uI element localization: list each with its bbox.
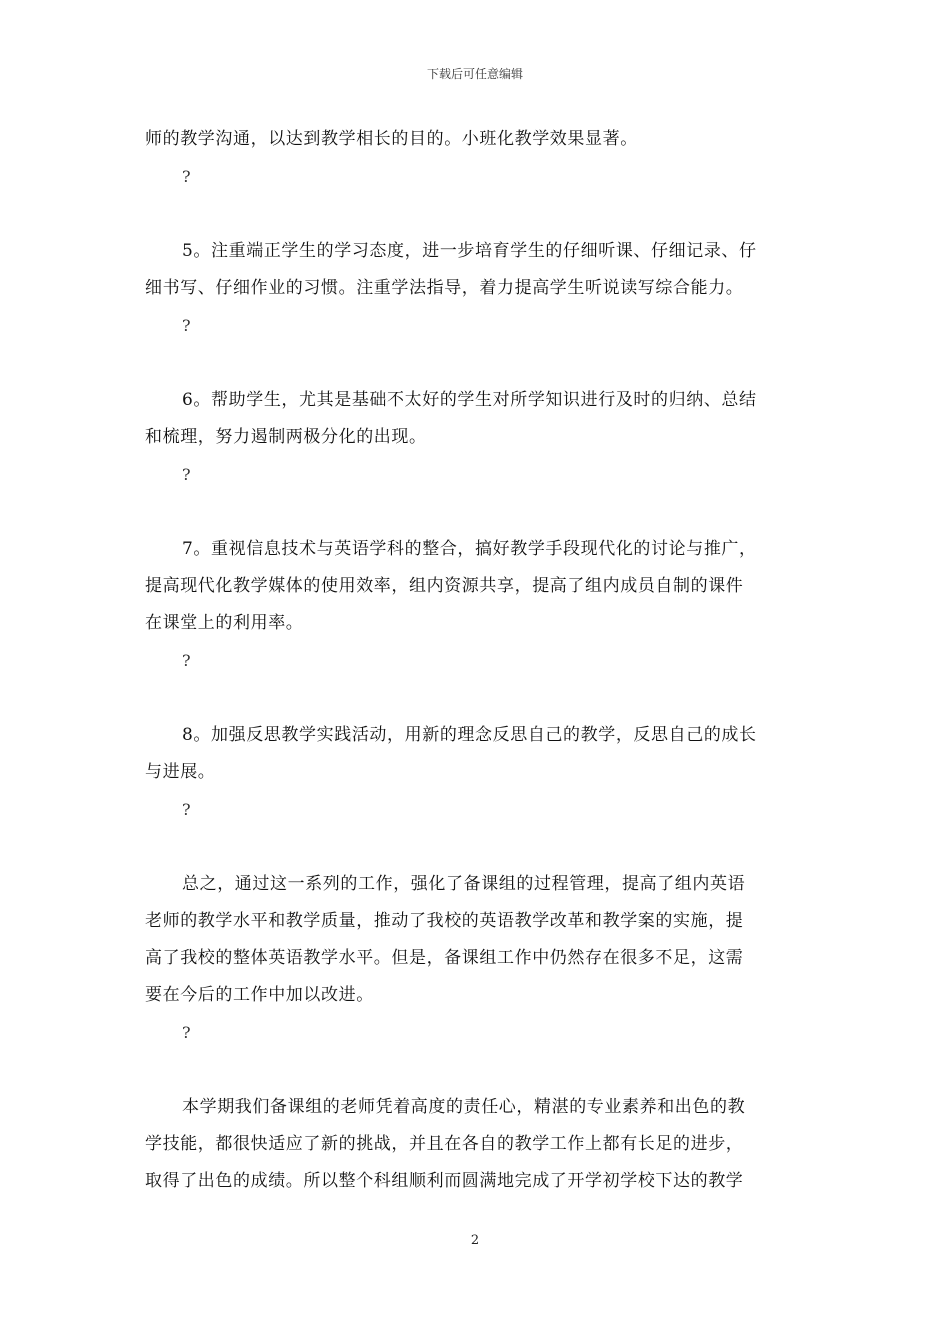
text-line: 高了我校的整体英语教学水平。但是，备课组工作中仍然存在很多不足，这需: [145, 948, 744, 968]
paragraph-item-6: [145, 382, 805, 456]
page-number: 2: [470, 1233, 480, 1248]
placeholder-marker: ?: [182, 651, 191, 670]
text-line: 本学期我们备课组的老师凭着高度的责任心，精湛的专业素养和出色的教: [182, 1097, 746, 1117]
text-line: 5。注重端正学生的学习态度，进一步培育学生的仔细听课、仔细记录、仔: [182, 241, 757, 261]
paragraph-gap: [145, 1051, 805, 1089]
document-body: [145, 121, 805, 1200]
paragraph-gap: [145, 344, 805, 382]
text-line: 与进展。: [145, 762, 216, 782]
page-header: 下载后可任意编辑: [426, 67, 523, 81]
text-line: 6。帮助学生，尤其是基础不太好的学生对所学知识进行及时的归纳、总结: [182, 390, 757, 410]
text-line: 总之，通过这一系列的工作，强化了备课组的过程管理，提高了组内英语: [182, 874, 746, 894]
placeholder-marker: ?: [182, 167, 191, 186]
paragraph-gap: [145, 828, 805, 866]
text-line: 提高现代化教学媒体的使用效率，组内资源共享，提高了组内成员自制的课件: [145, 576, 744, 596]
paragraph-item-7: [145, 531, 805, 642]
paragraph-continuation: [145, 121, 805, 158]
text-line: 师的教学沟通，以达到教学相长的目的。小班化教学效果显著。: [145, 129, 638, 149]
placeholder-marker: ?: [182, 1023, 191, 1042]
text-line: 在课堂上的利用率。: [145, 613, 304, 633]
paragraph-item-5: [145, 233, 805, 307]
placeholder-marker: ?: [182, 316, 191, 335]
text-line: 7。重视信息技术与英语学科的整合，搞好教学手段现代化的讨论与推广，: [182, 539, 757, 559]
text-line: 细书写、仔细作业的习惯。注重学法指导，着力提高学生听说读写综合能力。: [145, 278, 744, 298]
paragraph-gap: [145, 195, 805, 233]
paragraph-summary: [145, 866, 805, 1014]
placeholder-marker: ?: [182, 800, 191, 819]
placeholder-marker: ?: [182, 465, 191, 484]
text-line: 要在今后的工作中加以改进。: [145, 985, 374, 1005]
text-line: 和梳理，努力遏制两极分化的出现。: [145, 427, 427, 447]
paragraph-item-8: [145, 717, 805, 791]
paragraph-semester-review: [145, 1089, 805, 1200]
text-line: 老师的教学水平和教学质量，推动了我校的英语教学改革和教学案的实施，提: [145, 911, 744, 931]
text-line: 学技能，都很快适应了新的挑战，并且在各自的教学工作上都有长足的进步，: [145, 1134, 744, 1154]
paragraph-gap: [145, 493, 805, 531]
text-line: 8。加强反思教学实践活动，用新的理念反思自己的教学，反思自己的成长: [182, 725, 757, 745]
paragraph-gap: [145, 679, 805, 717]
text-line: 取得了出色的成绩。所以整个科组顺利而圆满地完成了开学初学校下达的教学: [145, 1171, 744, 1191]
